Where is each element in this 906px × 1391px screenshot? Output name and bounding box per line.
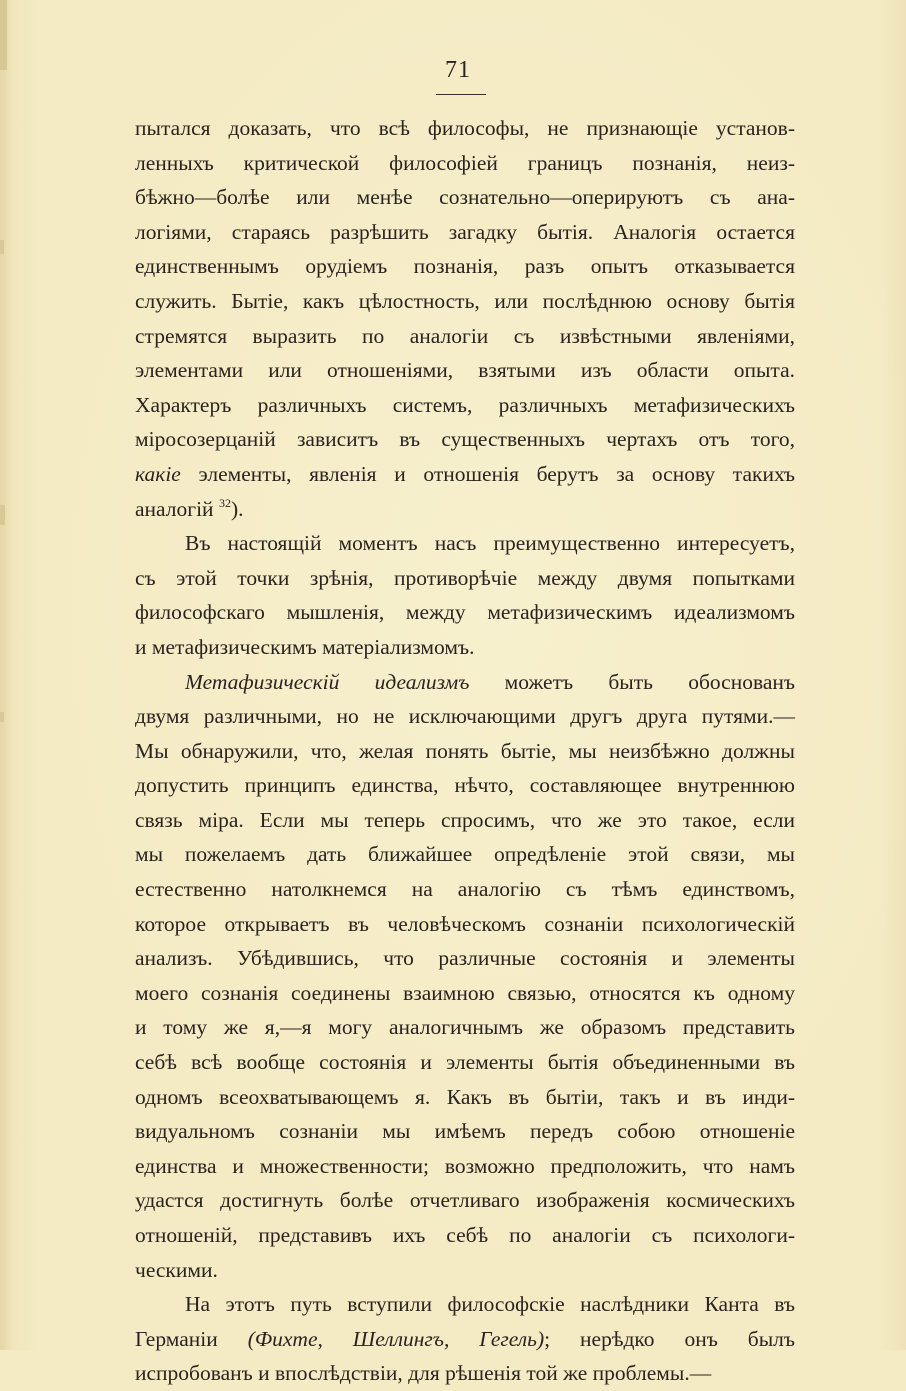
text-run: и тому же я,—я могу аналогичнымъ же образомъ представить — [135, 1015, 795, 1040]
text-line — [135, 1045, 795, 1080]
text-run: аналогій — [135, 496, 219, 521]
page-edge-mark — [0, 505, 5, 525]
text-line — [135, 215, 795, 250]
text-run: ленныхъ критической философіей границъ познанія, неиз- — [135, 150, 795, 175]
text-line — [135, 146, 795, 181]
text-run: элементами или отношеніями, взятыми изъ области опыта. — [135, 358, 795, 383]
text-run: ческими. — [135, 1257, 218, 1282]
page-number: 71 — [445, 57, 471, 83]
text-line — [135, 1287, 795, 1322]
text-run: стремятся выразить по аналогіи съ извѣстными явленіями, — [135, 323, 795, 348]
text-line — [135, 1080, 795, 1115]
text-run: На этотъ путь вступили философскіе наслѣдники Канта въ — [185, 1292, 795, 1317]
text-run: одномъ всеохватывающемъ я. Какъ въ бытіи, такъ и въ инди- — [135, 1084, 795, 1109]
text-line — [135, 249, 795, 284]
text-run: себѣ всѣ вообще состоянія и элементы бытія объединенными въ — [135, 1050, 795, 1075]
text-run: философскаго мышленія, между метафизическимъ идеализмомъ — [135, 600, 795, 625]
text-line — [135, 630, 795, 665]
text-line — [135, 388, 795, 423]
text-line — [135, 284, 795, 319]
page-edge-mark — [0, 240, 4, 254]
text-line — [135, 699, 795, 734]
text-run: естественно натолкнемся на аналогію съ тѣмъ единствомъ, — [135, 877, 795, 902]
text-run: которое открываетъ въ человѣческомъ сознаніи психологическій — [135, 911, 795, 936]
text-run: міросозерцаній зависитъ въ существенныхъ чертахъ отъ того, — [135, 427, 795, 452]
text-line — [135, 180, 795, 215]
text-run: служить. Бытіе, какъ цѣлостность, или послѣднюю основу бытія — [135, 288, 795, 313]
text-run: видуальномъ сознаніи мы имѣемъ передъ собою отношеніе — [135, 1119, 795, 1144]
text-run: двумя различными, но не исключающими другъ друга путями.— — [135, 704, 795, 729]
text-line — [135, 907, 795, 942]
text-run: бѣжно—болѣе или менѣе сознательно—оперируютъ съ ана- — [135, 185, 795, 210]
text-line — [135, 1010, 795, 1045]
text-line — [135, 837, 795, 872]
emphasized-text: Метафизическій идеализмъ — [185, 669, 470, 694]
text-run: Характеръ различныхъ системъ, различныхъ метафизическихъ — [135, 392, 795, 417]
text-run: пытался доказать, что всѣ философы, не признающіе установ- — [135, 116, 795, 140]
page-edge-mark — [0, 712, 4, 722]
text-line — [135, 492, 795, 527]
header-rule — [436, 94, 486, 95]
emphasized-text: (Фихте, Шеллингъ, Гегель) — [247, 1326, 545, 1351]
text-run: анализъ. Убѣдившись, что различные состоянія и элементы — [135, 946, 795, 971]
body-text — [135, 111, 795, 1391]
text-line — [135, 111, 795, 146]
text-run: можетъ быть обоснованъ — [469, 669, 795, 694]
page-edge-mark — [0, 0, 7, 70]
text-run: удастся достигнуть болѣе отчетливаго изображенія космическихъ — [135, 1188, 795, 1213]
text-line — [135, 1114, 795, 1149]
text-line — [135, 734, 795, 769]
text-line — [135, 1356, 795, 1391]
text-run: связь міра. Если мы теперь спросимъ, что же это такое, если — [135, 807, 795, 832]
text-line — [135, 1183, 795, 1218]
text-run: логіями, стараясь разрѣшить загадку бытія. Аналогія остается — [135, 219, 795, 244]
text-line — [135, 595, 795, 630]
text-line — [135, 665, 795, 700]
text-line — [135, 1322, 795, 1357]
text-run: съ этой точки зрѣнія, противорѣчіе между двумя попытками — [135, 565, 795, 590]
text-line — [135, 803, 795, 838]
text-line — [135, 1218, 795, 1253]
text-run: единственнымъ орудіемъ познанія, разъ опытъ отказывается — [135, 254, 795, 279]
text-run: Мы обнаружили, что, желая понять бытіе, мы неизбѣжно должны — [135, 738, 795, 763]
text-line — [135, 768, 795, 803]
text-run: элементы, явленія и отношенія берутъ за основу такихъ — [180, 461, 795, 486]
text-run: испробованъ и впослѣдствіи, для рѣшенія той же проблемы.— — [135, 1361, 712, 1386]
text-line — [135, 422, 795, 457]
text-line — [135, 976, 795, 1011]
text-run: ; нерѣдко онъ былъ — [544, 1326, 795, 1351]
text-run: Германіи — [135, 1326, 248, 1351]
text-run: отношеній, представивъ ихъ себѣ по аналогіи съ психологи- — [135, 1223, 795, 1247]
footnote-ref: 32 — [218, 495, 231, 510]
text-run: моего сознанія соединены взаимною связью, относятся къ одному — [135, 980, 795, 1005]
text-run: и метафизическимъ матеріализмомъ. — [135, 634, 475, 659]
emphasized-text: какіе — [135, 461, 181, 486]
text-run: мы пожелаемъ дать ближайшее опредѣленіе этой связи, мы — [135, 842, 795, 867]
text-line — [135, 526, 795, 561]
text-line — [135, 561, 795, 596]
text-run: ). — [230, 496, 244, 521]
text-line — [135, 1149, 795, 1184]
text-line — [135, 457, 795, 492]
text-run: допустить принципъ единства, нѣчто, составляющее внутреннюю — [135, 773, 795, 798]
text-line — [135, 1253, 795, 1288]
text-line — [135, 941, 795, 976]
text-line — [135, 319, 795, 354]
text-run: Въ настоящій моментъ насъ преимущественно интересуетъ, — [185, 531, 795, 556]
text-line — [135, 353, 795, 388]
text-line — [135, 872, 795, 907]
text-run: единства и множественности; возможно предположить, что намъ — [135, 1153, 795, 1178]
